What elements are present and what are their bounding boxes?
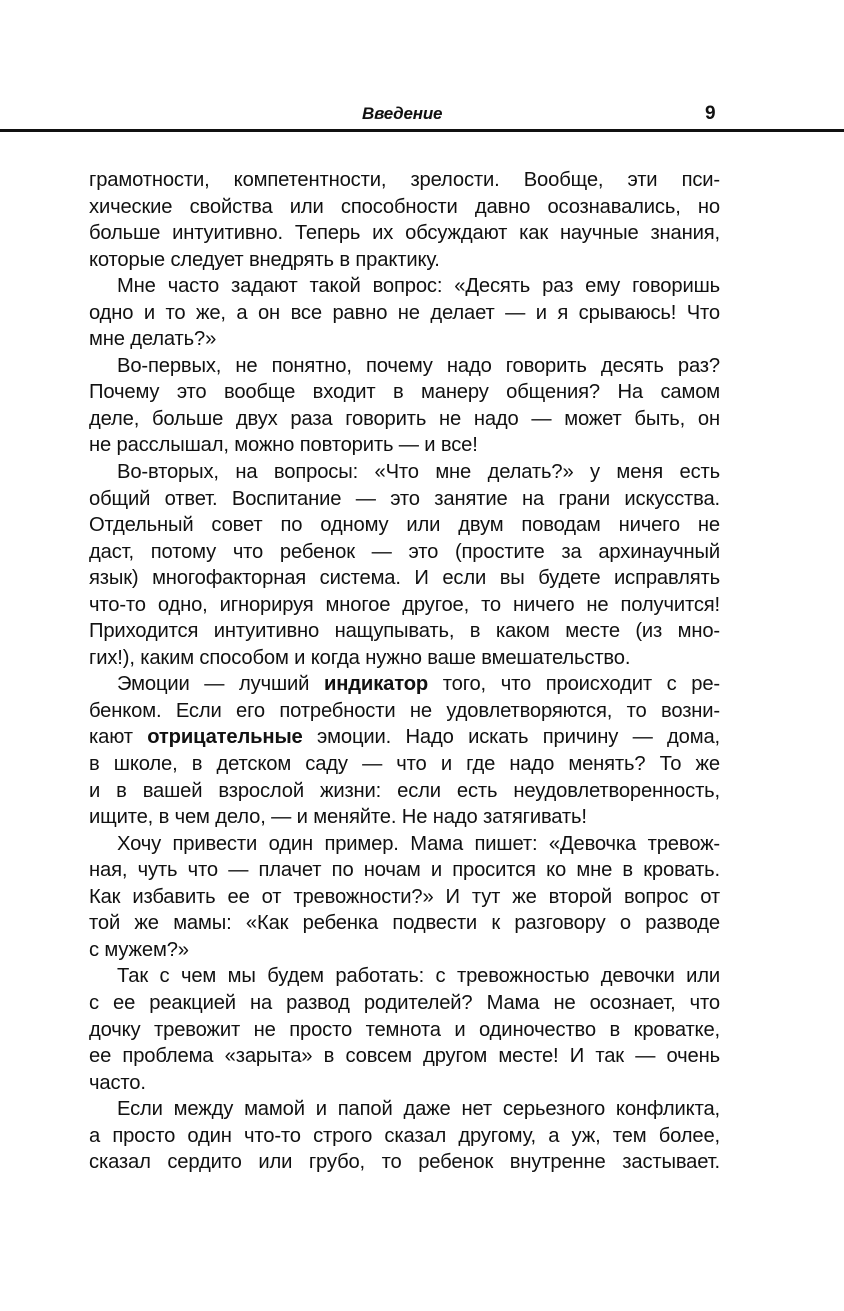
text-line: Во-первых, не понятно, почему надо говорить десять раз? (117, 354, 720, 377)
text-line: Во-вторых, на вопросы: «Что мне делать?» у меня есть (117, 461, 720, 484)
text-line: и в вашей взрослой жизни: если есть неудовлетворенность, (89, 779, 720, 802)
text-line: Если между мамой и папой даже нет серьезного конфликта, (117, 1098, 720, 1121)
header-rule (0, 129, 844, 132)
text-line: язык) многофакторная система. И если вы будете исправлять (89, 567, 720, 590)
text-line: Так с чем мы будем работать: с тревожностью девочки или (117, 965, 720, 988)
text-line: бенком. Если его потребности не удовлетворяются, то возни- (89, 699, 720, 722)
text-line: той же мамы: «Как ребенка подвести к разговору о разводе (89, 912, 720, 935)
text-line: с ее реакцией на развод родителей? Мама не осознает, что (89, 991, 720, 1014)
text-line: ее проблема «зарыта» в совсем другом месте! И так — очень (89, 1045, 720, 1068)
text-line: дочку тревожит не просто темнота и одиночество в кроватке, (89, 1018, 720, 1041)
text-line: больше интуитивно. Теперь их обсуждают как научные знания, (89, 222, 720, 245)
text-line: мне делать?» (89, 328, 217, 351)
text-line: ная, чуть что — плачет по ночам и просится ко мне в кровать. (89, 859, 720, 882)
text-line: которые следует внедрять в практику. (89, 248, 440, 271)
text-line: а просто один что-то строго сказал другому, а уж, тем более, (89, 1124, 720, 1147)
text-line: с мужем?» (89, 938, 189, 961)
text-segment: кают (89, 726, 148, 749)
text-line: не расслышал, можно повторить — и все! (89, 434, 478, 457)
text-segment: Эмоции — лучший (117, 673, 324, 696)
page-header (0, 100, 844, 130)
text-line: одно и то же, а он все равно не делает — и я срываюсь! Что (89, 301, 720, 324)
page-number: 9 (705, 103, 716, 124)
text-segment: того, что происходит с ре- (428, 673, 720, 696)
text-line: Отдельный совет по одному или двум поводам ничего не (89, 514, 720, 537)
text-line (89, 724, 720, 751)
text-line: гих!), каким способом и когда нужно ваше вмешательство. (89, 646, 631, 669)
text-line: часто. (89, 1071, 146, 1094)
text-line (89, 671, 720, 698)
text-line: деле, больше двух раза говорить не надо — может быть, он (89, 407, 720, 430)
body-text (89, 167, 720, 1176)
text-segment: эмоции. Надо искать причину — дома, (302, 726, 720, 749)
text-line: Как избавить ее от тревожности?» И тут же второй вопрос от (89, 885, 720, 908)
text-line: Мне часто задают такой вопрос: «Десять раз ему говоришь (117, 275, 720, 298)
text-line: Хочу привести один пример. Мама пишет: «Девочка тревож- (117, 832, 720, 855)
text-line: хические свойства или способности давно осознавались, но (89, 195, 720, 218)
text-line: Приходится интуитивно нащупывать, в каком месте (из мно- (89, 620, 720, 643)
bold-term: индикатор (323, 673, 429, 696)
running-title: Введение (362, 104, 443, 123)
text-line: ищите, в чем дело, — и меняйте. Не надо затягивать! (89, 806, 587, 829)
text-line: что-то одно, игнорируя многое другое, то ничего не получится! (89, 593, 720, 616)
bold-term: отрицательные (147, 726, 303, 749)
text-line: сказал сердито или грубо, то ребенок внутренне застывает. (89, 1151, 720, 1174)
text-line: даст, потому что ребенок — это (простите за архинаучный (89, 540, 720, 563)
text-line: грамотности, компетентности, зрелости. Вообще, эти пси- (89, 169, 720, 191)
text-line: общий ответ. Воспитание — это занятие на грани искусства. (89, 487, 720, 510)
text-line: Почему это вообще входит в манеру общения? На самом (89, 381, 720, 404)
text-line: в школе, в детском саду — что и где надо менять? То же (89, 753, 720, 776)
